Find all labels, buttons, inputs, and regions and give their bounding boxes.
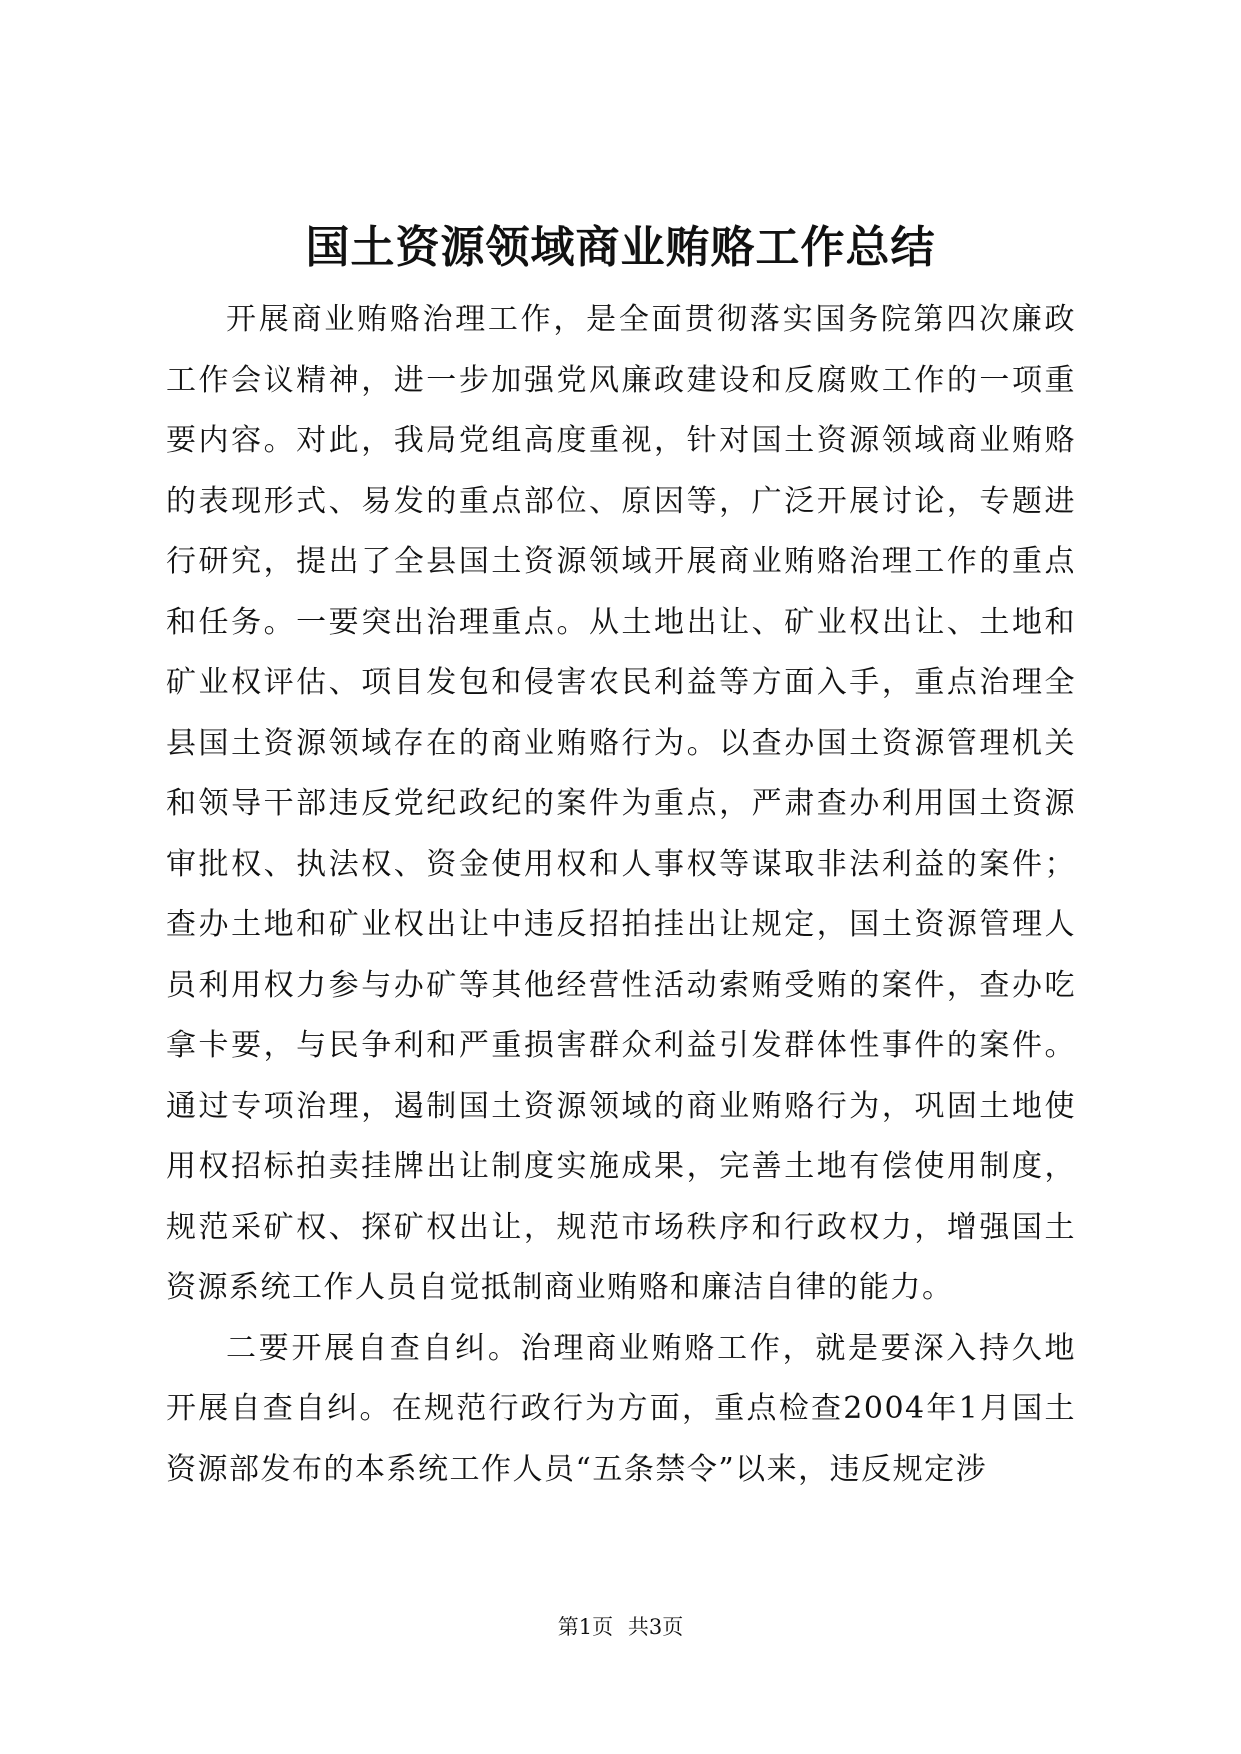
document-title: 国土资源领域商业贿赂工作总结 xyxy=(305,222,936,273)
document-body xyxy=(166,290,1076,1500)
paragraph-1: 开展商业贿赂治理工作，是全面贯彻落实国务院第四次廉政工作会议精神，进一步加强党风廉政建设和反腐败工作的一项重要内容。对此，我局党组高度重视，针对国土资源领域商业贿赂的表现形式、易发的重点部位、原因等，广泛开展讨论，专题进行研究，提出了全县国土资源领域开展商业贿赂治理工作的重点和任务。一要突出治理重点。从土地出让、矿业权出让、土地和矿业权评估、项目发包和侵害农民利益等方面入手，重点治理全县国土资源领域存在的商业贿赂行为。以查办国土资源管理机关和领导干部违反党纪政纪的案件为重点，严肃查办利用国土资源审批权、执法权、资金使用权和人事权等谋取非法利益的案件；查办土地和矿业权出让中违反招拍挂出让规定，国土资源管理人员利用权力参与办矿等其他经营性活动索贿受贿的案件，查办吃拿卡要，与民争利和严重损害群众利益引发群体性事件的案件。通过专项治理，遏制国土资源领域的商业贿赂行为，巩固土地使用权招标拍卖挂牌出让制度实施成果，完善土地有偿使用制度，规范采矿权、探矿权出让，规范市场秩序和行政权力，增强国土资源系统工作人员自觉抵制商业贿赂和廉洁自律的能力。 xyxy=(166,302,1076,1305)
page-number: 第1页 xyxy=(557,1615,614,1639)
paragraph-2: 二要开展自查自纠。治理商业贿赂工作，就是要深入持久地开展自查自纠。在规范行政行为方面，重点检查2004年1月国土资源部发布的本系统工作人员“五条禁令”以来，违反规定涉 xyxy=(166,1330,1076,1487)
page-total: 共3页 xyxy=(627,1615,684,1639)
page-footer xyxy=(0,1612,1241,1642)
